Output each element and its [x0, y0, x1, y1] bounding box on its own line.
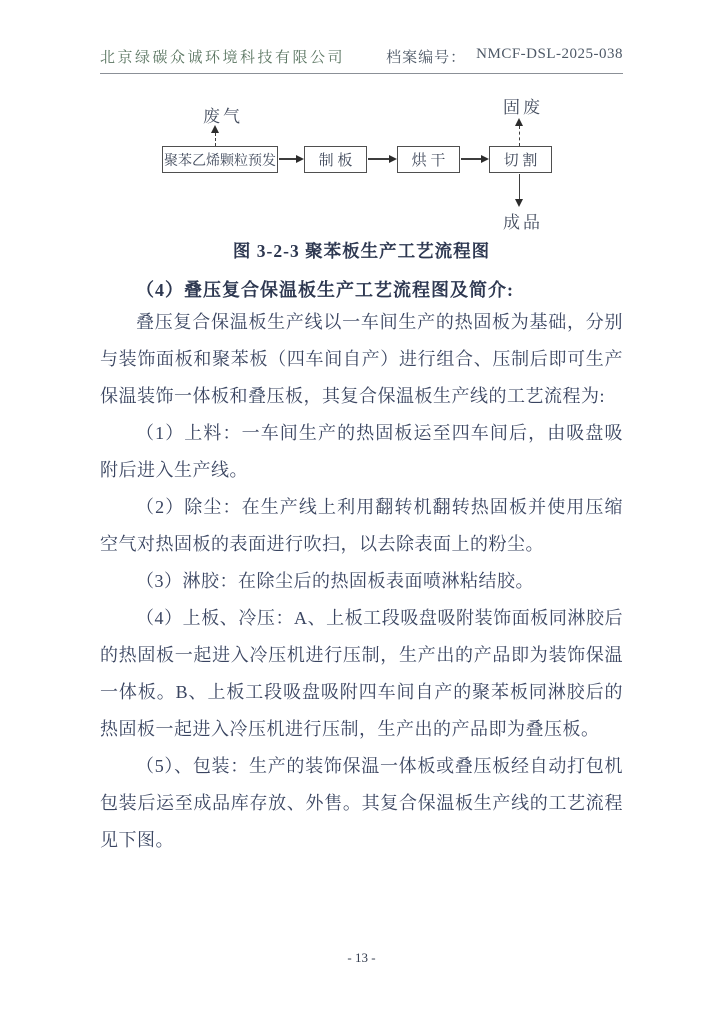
process-flowchart — [0, 72, 723, 235]
body-text — [100, 304, 623, 859]
solid-waste-label: 固废 — [503, 98, 543, 117]
page-header — [100, 46, 623, 74]
archive-number-value: NMCF-DSL-2025-038 — [476, 46, 623, 62]
section-heading: （4）叠压复合保温板生产工艺流程图及简介: — [136, 280, 514, 300]
paragraph-intro: 叠压复合保温板生产线以一车间生产的热固板为基础，分别与装饰面板和聚苯板（四车间自产）进行组合、压制后即可生产保温装饰一体板和叠压板，其复合保温板生产线的工艺流程为: — [100, 312, 623, 406]
page-number: - 13 - — [347, 950, 376, 965]
waste-gas-label: 废气 — [203, 107, 243, 126]
flowchart-step-board-making: 制 板 — [304, 146, 367, 173]
flowchart-step-pre-expansion: 聚苯乙烯颗粒预发 — [162, 146, 278, 173]
arrowhead-right-icon — [389, 155, 397, 163]
arrowhead-right-icon — [481, 155, 489, 163]
flowchart-step-drying: 烘 干 — [397, 146, 460, 173]
arrow-up-dashed-icon — [211, 125, 219, 146]
product-label: 成品 — [503, 213, 543, 232]
paragraph-step-5: （5）、包装：生产的装饰保温一体板或叠压板经自动打包机包装后运至成品库存放、外售。其复合保温板生产线的工艺流程见下图。 — [100, 756, 623, 850]
paragraph-step-2: （2）除尘：在生产线上利用翻转机翻转热固板并使用压缩空气对热固板的表面进行吹扫，以去除表面上的粉尘。 — [100, 497, 623, 554]
arrow-right-icon — [279, 153, 304, 165]
arrow-right-icon — [368, 153, 397, 165]
archive-number — [386, 46, 623, 67]
arrowhead-right-icon — [296, 155, 304, 163]
paragraph-step-4: （4）上板、冷压：A、上板工段吸盘吸附装饰面板同淋胶后的热固板一起进入冷压机进行压制，生产出的产品即为装饰保温一体板。B、上板工段吸盘吸附四车间自产的聚苯板同淋胶后的热固板一起进入冷压机进行压制，生产出的产品即为叠压板。 — [100, 608, 623, 739]
arrow-up-dashed-icon — [515, 118, 523, 146]
paragraph-step-3: （3）淋胶：在除尘后的热固板表面喷淋粘结胶。 — [136, 571, 534, 591]
company-name: 北京绿碳众诚环境科技有限公司 — [100, 50, 346, 66]
arrowhead-up-icon — [211, 125, 219, 133]
flowchart-step-cutting: 切 割 — [489, 146, 552, 173]
paragraph-step-1: （1）上料：一车间生产的热固板运至四车间后，由吸盘吸附后进入生产线。 — [100, 423, 623, 480]
arrowhead-up-icon — [515, 118, 523, 126]
figure-caption: 图 3-2-3 聚苯板生产工艺流程图 — [232, 241, 491, 261]
arrow-right-icon — [461, 153, 489, 165]
arrowhead-down-icon — [515, 199, 523, 207]
arrow-down-solid-icon — [515, 174, 523, 207]
archive-number-label: 档案编号： — [386, 50, 467, 66]
